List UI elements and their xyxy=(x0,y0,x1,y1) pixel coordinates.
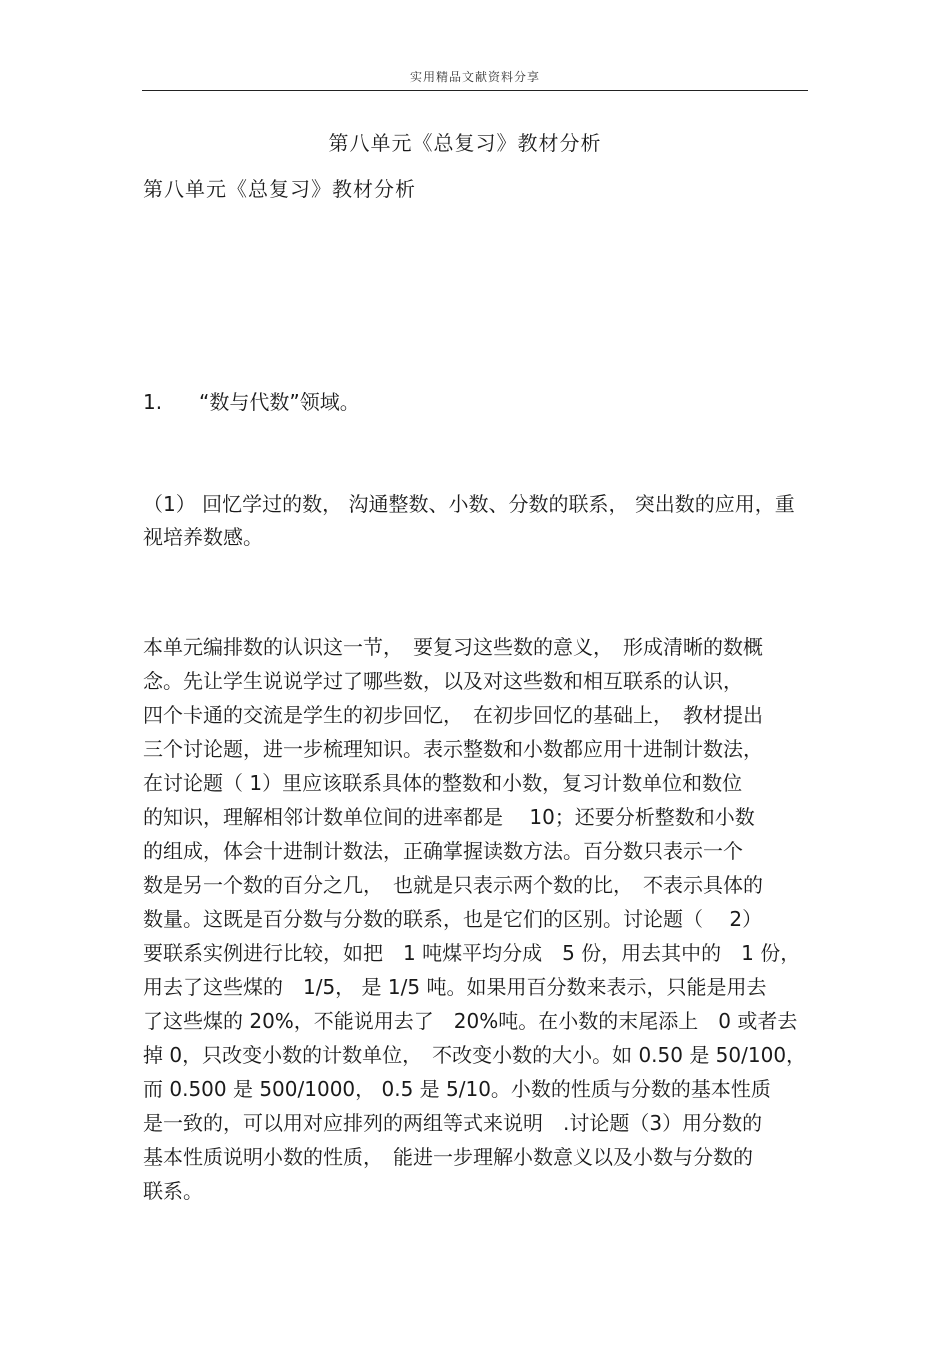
body-line: 数是另一个数的百分之几， 也就是只表示两个数的比， 不表示具体的 xyxy=(143,873,763,897)
body-line: 四个卡通的交流是学生的初步回忆， 在初步回忆的基础上， 教材提出 xyxy=(143,703,763,727)
body-line: 三个讨论题，进一步梳理知识。表示整数和小数都应用十进制计数法， xyxy=(143,737,763,761)
body-line: 联系。 xyxy=(143,1179,203,1203)
document-title: 第八单元《总复习》教材分析 xyxy=(328,131,602,155)
body-line: 掉 0，只改变小数的计数单位， 不改变小数的大小。如 0.50 是 50/100， xyxy=(143,1043,807,1067)
body-line: 基本性质说明小数的性质， 能进一步理解小数意义以及小数与分数的 xyxy=(143,1145,753,1169)
header-rule xyxy=(142,90,808,91)
body-line: 数量。这既是百分数与分数的联系，也是它们的区别。讨论题（ 2） xyxy=(143,907,763,931)
sub-section-heading: （1） 回忆学过的数， 沟通整数、小数、分数的联系， 突出数的应用，重视培养数感。 xyxy=(143,492,795,549)
body-line: 要联系实例进行比较，如把 1 吨煤平均分成 5 份，用去其中的 1 份， xyxy=(143,941,801,965)
body-line: 本单元编排数的认识这一节， 要复习这些数的意义， 形成清晰的数概 xyxy=(143,635,763,659)
body-line: 的知识，理解相邻计数单位间的进率都是 10；还要分析整数和小数 xyxy=(143,805,755,829)
body-line: 念。先让学生说说学过了哪些数，以及对这些数和相互联系的认识， xyxy=(143,669,743,693)
section-number: 1. xyxy=(143,390,163,414)
section-title: “数与代数”领域。 xyxy=(199,390,360,414)
body-line: 而 0.500 是 500/1000， 0.5 是 5/10。小数的性质与分数的基本性质 xyxy=(143,1077,771,1101)
body-line: 了这些煤的 20%，不能说用去了 20%吨。在小数的末尾添上 0 或者去 xyxy=(143,1009,798,1033)
body-paragraph xyxy=(143,630,813,1208)
body-line: 的组成，体会十进制计数法，正确掌握读数方法。百分数只表示一个 xyxy=(143,839,743,863)
body-line: 是一致的，可以用对应排列的两组等式来说明 .讨论题（3）用分数的 xyxy=(143,1111,763,1135)
running-header: 实用精品文献资料分享 xyxy=(409,70,540,84)
document-subtitle: 第八单元《总复习》教材分析 xyxy=(143,177,416,201)
body-line: 用去了这些煤的 1/5， 是 1/5 吨。如果用百分数来表示，只能是用去 xyxy=(143,975,767,999)
section-heading xyxy=(143,386,360,415)
body-line: 在讨论题（ 1）里应该联系具体的整数和小数，复习计数单位和数位 xyxy=(143,771,743,795)
